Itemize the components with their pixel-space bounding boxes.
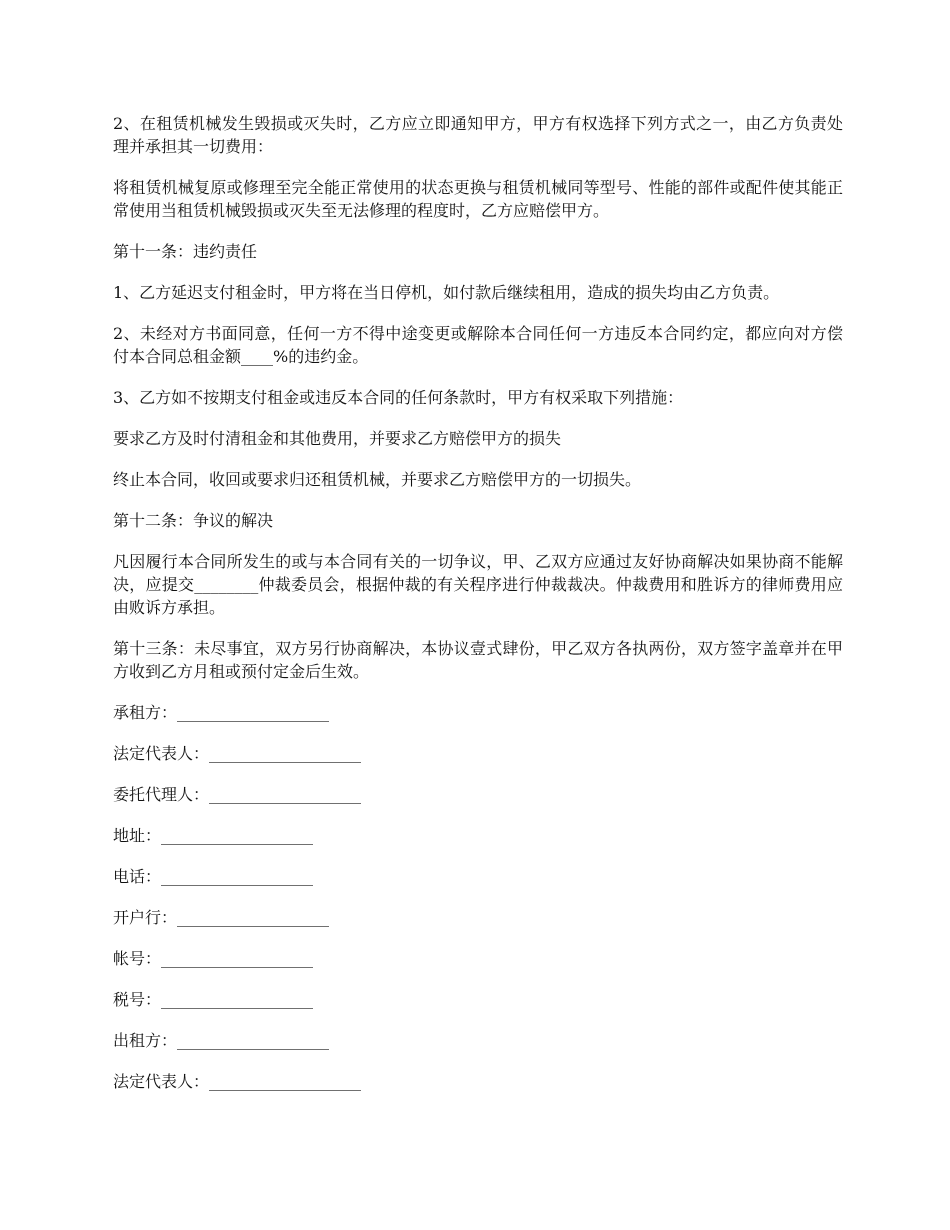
signature-field-address: 地址：___________________ [113, 826, 314, 845]
signature-field-lessor-legal-rep: 法定代表人：___________________ [113, 1072, 362, 1091]
clause-paragraph: 第十三条：未尽事宜，双方另行协商解决，本协议壹式肆份，甲乙双方各执两份，双方签字盖章并在甲方收到乙方月租或预付定金后生效。 [113, 639, 843, 681]
signature-field-lessor: 出租方：___________________ [113, 1031, 330, 1050]
signature-field-account: 帐号：___________________ [113, 949, 314, 968]
signature-field-tax-id: 税号：___________________ [113, 990, 314, 1009]
clause-paragraph: 终止本合同，收回或要求归还租赁机械，并要求乙方赔偿甲方的一切损失。 [113, 470, 642, 489]
signature-field-phone: 电话：___________________ [113, 867, 314, 886]
clause-paragraph: 2、未经对方书面同意，任何一方不得中途变更或解除本合同任何一方违反本合同约定，都应向对方偿付本合同总租金额____%的违约金。 [113, 324, 843, 366]
signature-field-lessee: 承租方：___________________ [113, 703, 330, 722]
clause-paragraph: 将租赁机械复原或修理至完全能正常使用的状态更换与租赁机械同等型号、性能的部件或配件使其能正常使用当租赁机械毁损或灭失至无法修理的程度时，乙方应赔偿甲方。 [113, 178, 843, 220]
clause-paragraph: 1、乙方延迟支付租金时，甲方将在当日停机，如付款后继续租用，造成的损失均由乙方负责。 [113, 283, 780, 302]
article-heading: 第十二条：争议的解决 [113, 511, 274, 530]
signature-field-bank: 开户行：___________________ [113, 908, 330, 927]
clause-paragraph: 凡因履行本合同所发生的或与本合同有关的一切争议，甲、乙双方应通过友好协商解决如果协商不能解决，应提交________仲裁委员会，根据仲裁的有关程序进行仲裁裁决。仲裁费用和胜诉方的律师费用应由败诉方承担。 [113, 552, 843, 617]
clause-paragraph: 要求乙方及时付清租金和其他费用，并要求乙方赔偿甲方的损失 [113, 429, 562, 448]
article-heading: 第十一条：违约责任 [113, 242, 258, 261]
signature-field-agent: 委托代理人：___________________ [113, 785, 362, 804]
clause-paragraph: 3、乙方如不按期支付租金或违反本合同的任何条款时，甲方有权采取下列措施： [113, 388, 684, 407]
clause-paragraph: 2、在租赁机械发生毁损或灭失时，乙方应立即通知甲方，甲方有权选择下列方式之一，由乙方负责处理并承担其一切费用： [113, 114, 843, 156]
contract-page [113, 112, 843, 1111]
signature-field-legal-rep: 法定代表人：___________________ [113, 744, 362, 763]
